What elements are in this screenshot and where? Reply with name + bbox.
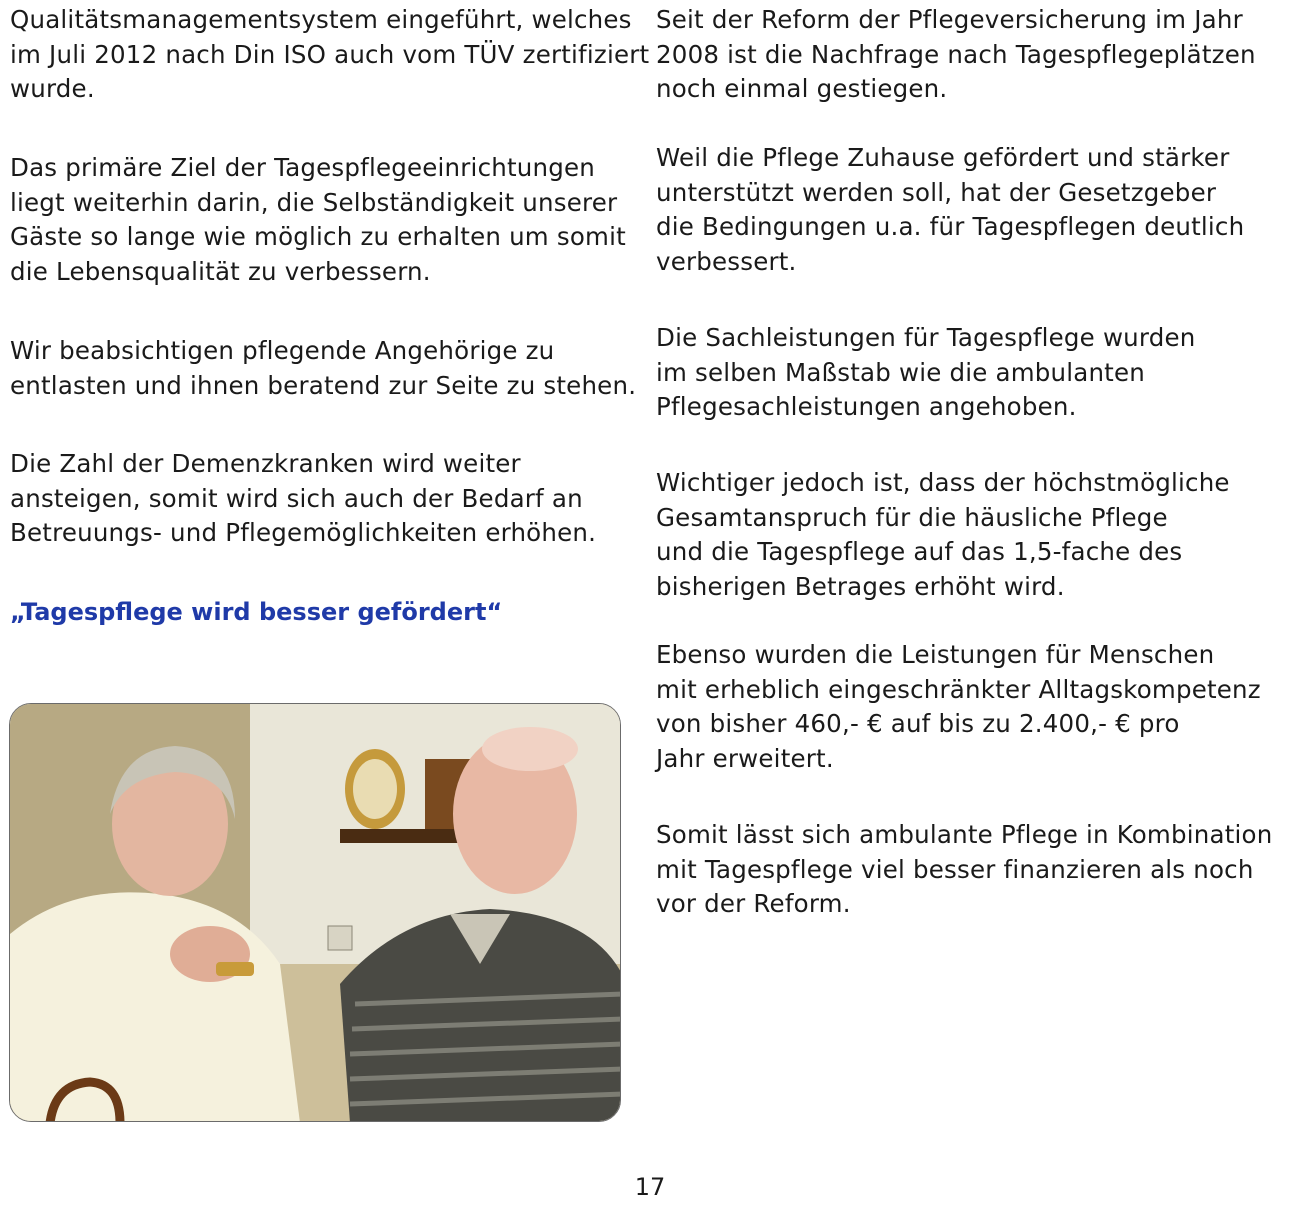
photo-elderly-couple (9, 703, 621, 1122)
text-line: 2008 ist die Nachfrage nach Tagespflegeplätzen (656, 39, 1256, 69)
text-line: im Juli 2012 nach Din ISO auch vom TÜV zertifiziert (10, 39, 650, 69)
text-line: Betreuungs- und Pflegemöglichkeiten erhöhen. (10, 518, 597, 547)
paragraph-primary-goal (10, 151, 626, 289)
paragraph-financing (656, 818, 1272, 922)
page-number: 17 (634, 1173, 666, 1201)
text-line: Qualitätsmanagementsystem eingeführt, welches (10, 5, 632, 34)
text-line: noch einmal gestiegen. (656, 74, 948, 103)
text-line: die Lebensqualität zu verbessern. (10, 256, 431, 286)
paragraph-quality-management (10, 3, 649, 107)
text-line: Die Zahl der Demenzkranken wird weiter (10, 449, 521, 478)
text-line: Pflegesachleistungen angehoben. (656, 392, 1077, 421)
text-line: Ebenso wurden die Leistungen für Menschen (656, 640, 1215, 669)
paragraph-reform-demand (656, 3, 1256, 107)
text-line: wurde. (10, 74, 95, 103)
text-line: Wir beabsichtigen pflegende Angehörige zu (10, 336, 555, 365)
paragraph-home-care-support (656, 141, 1244, 279)
text-line: vor der Reform. (656, 889, 851, 918)
text-line: Gesamtanspruch für die häusliche Pflege (656, 502, 1168, 532)
text-line: von bisher 460,- € auf bis zu 2.400,- € pro (656, 709, 1180, 738)
paragraph-relatives-support (10, 334, 636, 403)
text-line: unterstützt werden soll, hat der Gesetzgeber (656, 177, 1217, 207)
text-line: entlasten und ihnen beratend zur Seite zu stehen. (10, 370, 637, 400)
text-line: liegt weiterhin darin, die Selbständigkeit unserer (10, 187, 618, 217)
text-line: im selben Maßstab wie die ambulanten (656, 357, 1145, 387)
text-line: Die Sachleistungen für Tagespflege wurden (656, 323, 1196, 352)
text-line: Gäste so lange wie möglich zu erhalten um somit (10, 222, 626, 251)
text-line: bisherigen Betrages erhöht wird. (656, 571, 1065, 601)
paragraph-benefits-in-kind (656, 321, 1196, 425)
text-line: verbessert. (656, 246, 797, 276)
text-line: Das primäre Ziel der Tagespflegeeinrichtungen (10, 153, 595, 182)
photo-illustration (10, 704, 621, 1122)
paragraph-total-entitlement (656, 466, 1230, 604)
text-line: Weil die Pflege Zuhause gefördert und stärker (656, 143, 1230, 172)
text-line: mit Tagespflege viel besser finanzieren als noch (656, 854, 1254, 884)
text-line: ansteigen, somit wird sich auch der Bedarf an (10, 483, 583, 513)
paragraph-dementia-benefits (656, 638, 1261, 776)
text-line: und die Tagespflege auf das 1,5-fache des (656, 537, 1183, 566)
paragraph-dementia (10, 447, 596, 551)
text-line: mit erheblich eingeschränkter Alltagskompetenz (656, 674, 1261, 704)
section-heading: „Tagespflege wird besser gefördert“ (10, 598, 503, 626)
text-line: die Bedingungen u.a. für Tagespflegen deutlich (656, 212, 1245, 241)
text-line: Somit lässt sich ambulante Pflege in Kombination (656, 820, 1273, 849)
text-line: Jahr erweitert. (656, 743, 834, 773)
text-line: Seit der Reform der Pflegeversicherung im Jahr (656, 5, 1243, 34)
text-line: Wichtiger jedoch ist, dass der höchstmögliche (656, 468, 1230, 497)
